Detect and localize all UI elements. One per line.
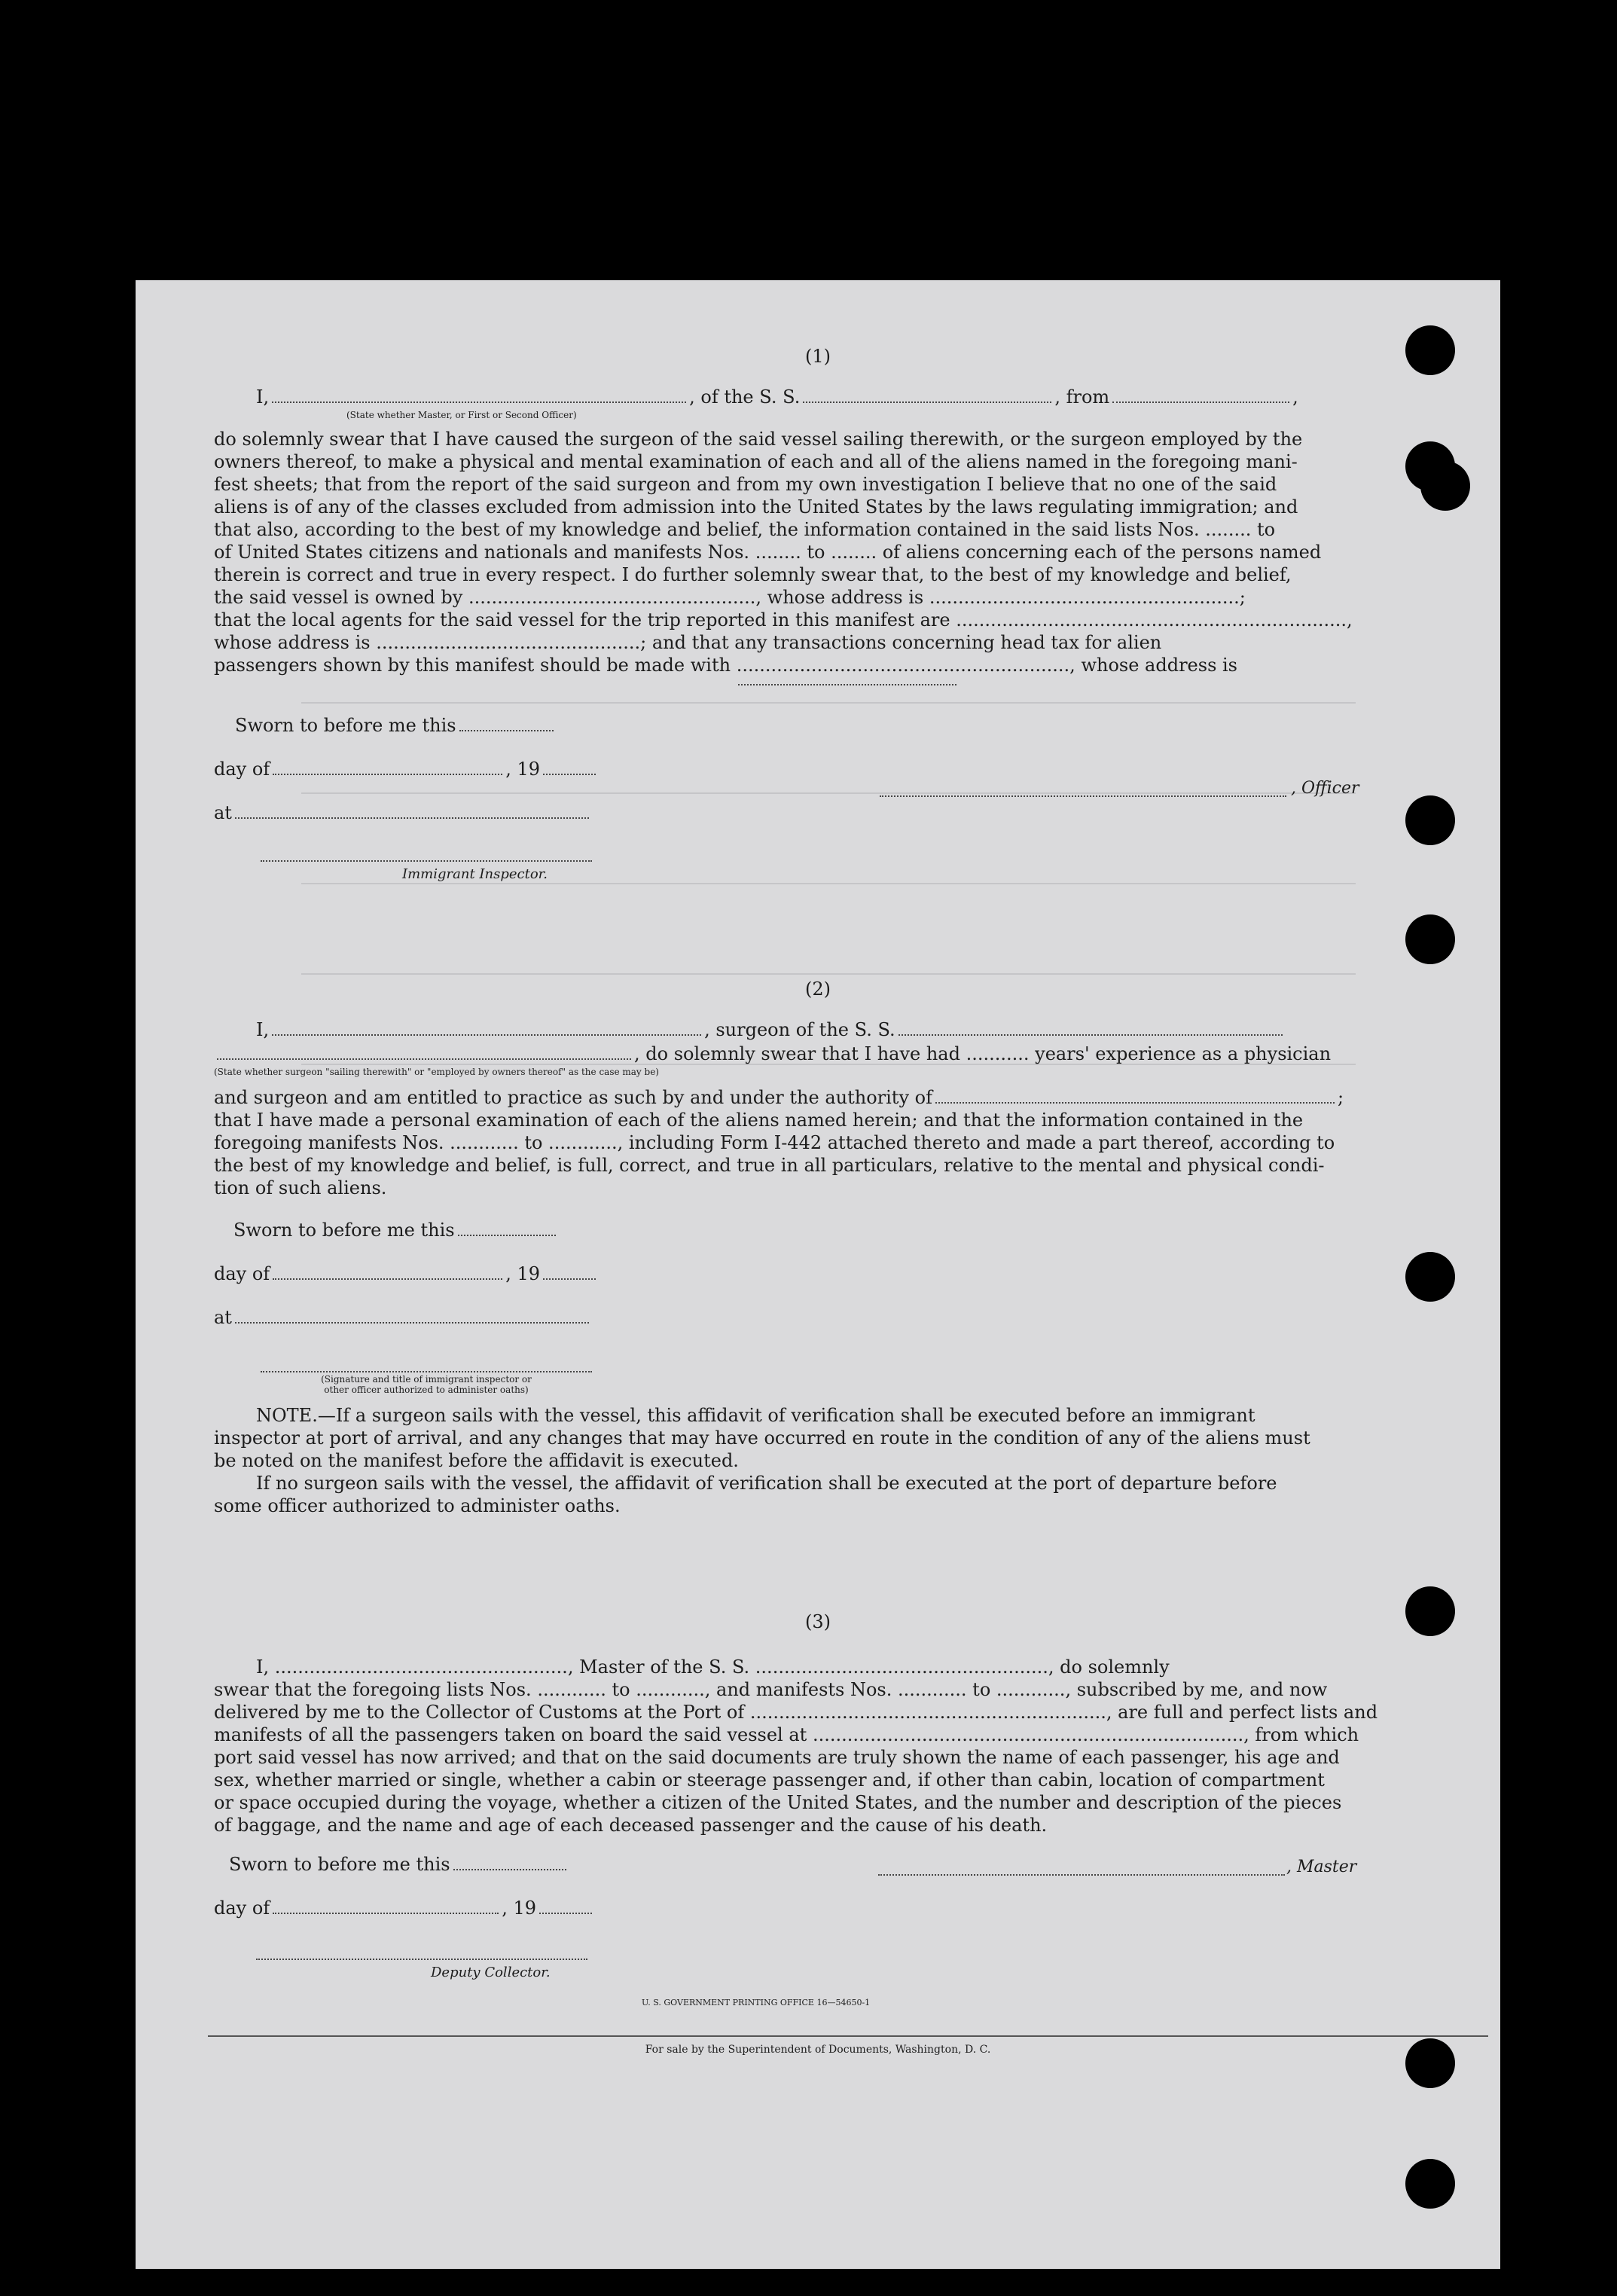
section3-line: manifests of all the passengers taken on board the said vessel at ..........................................................................., from which: [214, 1724, 1359, 1745]
section3-line: or space occupied during the voyage, whether a citizen of the United States, and the number and description of the pieces: [214, 1792, 1342, 1813]
printing-office-line: U. S. GOVERNMENT PRINTING OFFICE 16—54650-1: [642, 1998, 871, 2007]
section1-day-of: [214, 758, 599, 780]
officer-label: , Officer: [1291, 779, 1359, 798]
signature-caption-line: (Signature and title of immigrant inspector or: [321, 1374, 532, 1385]
section1-line: do solemnly swear that I have caused the surgeon of the said vessel sailing therewith, or the surgeon employed by the: [214, 429, 1303, 450]
punch-hole: [1405, 2159, 1455, 2209]
section3-line: sex, whether married or single, whether a cabin or steerage passenger and, if other than cabin, location of compartment: [214, 1769, 1325, 1791]
section1-caption: (State whether Master, or First or Second Officer): [346, 410, 577, 420]
sworn-date-blank[interactable]: [458, 1234, 556, 1236]
month-blank[interactable]: [273, 1912, 499, 1914]
section1-line: the said vessel is owned by .................................................., whose address is ......................................................;: [214, 587, 1246, 608]
section2-line: the best of my knowledge and belief, is full, correct, and true in all particulars, relative to the mental and physical condi-: [214, 1155, 1325, 1176]
section2-oath-line: [256, 1018, 1286, 1041]
inspector-signature-line[interactable]: [261, 860, 592, 862]
deputy-label: Deputy Collector.: [431, 1965, 551, 1980]
day-of-label: day of: [214, 1898, 270, 1919]
year-label: , 19: [505, 759, 540, 780]
section2-note: [214, 1404, 1494, 1517]
at-label: at: [214, 1307, 232, 1328]
punch-hole: [1405, 1252, 1455, 1302]
sworn-date-blank[interactable]: [459, 729, 554, 731]
for-sale-line: For sale by the Superintendent of Documents, Washington, D. C.: [645, 2044, 991, 2056]
vessel-name-blank[interactable]: [803, 401, 1051, 403]
punch-hole: [1405, 2038, 1455, 2088]
section1-line: fest sheets; that from the report of the said surgeon and from my own investigation I believe that no one of the said: [214, 474, 1277, 495]
month-blank[interactable]: [273, 1278, 502, 1280]
inspector-label: Immigrant Inspector.: [402, 866, 548, 882]
signature-caption-line: other officer authorized to administer oaths): [324, 1385, 529, 1395]
address-blank[interactable]: [738, 684, 956, 685]
section1-i-label: I,: [256, 386, 270, 408]
at-place-blank[interactable]: [235, 1321, 589, 1324]
section1-line: whose address is ..............................................; and that any transactions concerning head tax for alien: [214, 632, 1162, 653]
master-label: , Master: [1286, 1858, 1357, 1876]
section1-heading: (1): [805, 346, 831, 367]
section1-line: that the local agents for the said vessel for the trip reported in this manifest are ....................................................................,: [214, 609, 1353, 630]
surgeon-vessel-blank[interactable]: [899, 1034, 1283, 1036]
sworn-label: Sworn to before me this: [229, 1854, 450, 1875]
note-line: If no surgeon sails with the vessel, the affidavit of verification shall be executed at the port of departure before: [256, 1473, 1277, 1494]
document-page: [136, 280, 1500, 2269]
section3-paragraph: [214, 1656, 1494, 1836]
section1-line: therein is correct and true in every respect. I do further solemnly swear that, to the best of my knowledge and belief,: [214, 564, 1292, 585]
month-blank[interactable]: [273, 773, 502, 775]
section2-experience-line: [214, 1043, 1331, 1065]
section2-line: that I have made a personal examination of each of the aliens named herein; and that the information contained in the: [214, 1110, 1304, 1131]
note-line: inspector at port of arrival, and any changes that may have occurred en route in the condition of any of the aliens must: [214, 1427, 1310, 1449]
section1-line: of United States citizens and nationals and manifests Nos. ........ to ........ of aliens concerning each of the persons named: [214, 542, 1322, 563]
note-line: be noted on the manifest before the affidavit is executed.: [214, 1450, 739, 1471]
sworn-label: Sworn to before me this: [233, 1220, 455, 1241]
section2-line: and surgeon and am entitled to practice as such by and under the authority of ;: [214, 1087, 1344, 1108]
section3-line: I, ..................................................., Master of the S. S. ..................................................., do solemnly: [256, 1656, 1170, 1678]
note-line: some officer authorized to administer oaths.: [214, 1495, 621, 1516]
year-label: , 19: [502, 1898, 536, 1919]
experience-text: , do solemnly swear that I have had ........... years' experience as a physician: [634, 1043, 1332, 1064]
name-blank[interactable]: [272, 401, 686, 403]
section2-line: tion of such aliens.: [214, 1177, 387, 1198]
from-label: , from: [1054, 386, 1110, 408]
section3-line: swear that the foregoing lists Nos. ............ to ............, and manifests Nos. ............ to ............, subscribed by me, and now: [214, 1679, 1328, 1700]
section2-line: foregoing manifests Nos. ............ to ............, including Form I-442 attached thereto and made a part thereof, according to: [214, 1132, 1335, 1153]
section1-line: aliens is of any of the classes excluded from admission into the United States by the laws regulating immigration; and: [214, 496, 1298, 518]
authority-text: and surgeon and am entitled to practice as such by and under the authority of: [214, 1087, 932, 1108]
of-ss-label: , of the S. S.: [689, 386, 801, 408]
surgeon-status-blank[interactable]: [217, 1058, 631, 1060]
section3-sworn: [229, 1853, 569, 1876]
sworn-label: Sworn to before me this: [235, 715, 456, 736]
deputy-signature-line[interactable]: [256, 1959, 587, 1960]
section2-heading: (2): [805, 979, 831, 1000]
note-line: NOTE.—If a surgeon sails with the vessel, this affidavit of verification shall be executed before an immigrant: [256, 1405, 1255, 1426]
section3-line: port said vessel has now arrived; and that on the said documents are truly shown the name of each passenger, his age and: [214, 1747, 1340, 1768]
section2-caption: (State whether surgeon "sailing therewith" or "employed by owners thereof" as the case may be): [214, 1067, 659, 1077]
punch-hole: [1405, 1586, 1455, 1636]
master-signature-line[interactable]: [878, 1874, 1285, 1876]
section3-heading: (3): [805, 1611, 831, 1632]
section2-at: [214, 1306, 592, 1329]
section1-line: passengers shown by this manifest should be made with .........................................................., whose address is: [214, 655, 1237, 676]
at-place-blank[interactable]: [235, 817, 589, 819]
year-label: , 19: [505, 1263, 540, 1284]
footer-rule: [208, 2035, 1488, 2037]
year-blank[interactable]: [543, 1278, 596, 1280]
section2-i-label: I,: [256, 1019, 270, 1040]
authority-blank[interactable]: [935, 1101, 1335, 1104]
day-of-label: day of: [214, 1263, 270, 1284]
punch-hole: [1420, 461, 1470, 511]
surgeon-name-blank[interactable]: [272, 1034, 701, 1036]
section1-line: that also, according to the best of my knowledge and belief, the information contained in the said lists Nos. ........ to: [214, 519, 1276, 540]
section3-day-of: [214, 1897, 595, 1919]
section2-paragraph: [214, 1086, 1494, 1199]
at-label: at: [214, 802, 232, 823]
year-blank[interactable]: [543, 773, 596, 775]
punch-hole: [1405, 325, 1455, 375]
section2-sworn: [233, 1219, 559, 1241]
from-port-blank[interactable]: [1112, 401, 1289, 403]
day-of-label: day of: [214, 759, 270, 780]
section3-line: of baggage, and the name and age of each deceased passenger and the cause of his death.: [214, 1815, 1048, 1836]
officer-signature-line[interactable]: [880, 795, 1286, 797]
section1-sworn: [235, 714, 557, 737]
section3-line: delivered by me to the Collector of Customs at the Port of .............................................................., are full and perfect lists and: [214, 1702, 1378, 1723]
section1-at: [214, 801, 592, 824]
surgeon-of-ss-label: , surgeon of the S. S.: [704, 1019, 895, 1040]
signature-line[interactable]: [261, 1371, 592, 1372]
section1-paragraph: [214, 428, 1494, 676]
section1-oath-line: I, , of the S. S. , from ,: [256, 386, 1298, 408]
section2-day-of: [214, 1262, 599, 1285]
punch-hole: [1405, 914, 1455, 964]
signature-caption: [268, 1374, 584, 1395]
year-blank[interactable]: [539, 1912, 592, 1914]
sworn-date-blank[interactable]: [453, 1868, 566, 1870]
punch-hole: [1405, 795, 1455, 845]
section1-line: owners thereof, to make a physical and mental examination of each and all of the aliens named in the foregoing mani-: [214, 451, 1298, 472]
